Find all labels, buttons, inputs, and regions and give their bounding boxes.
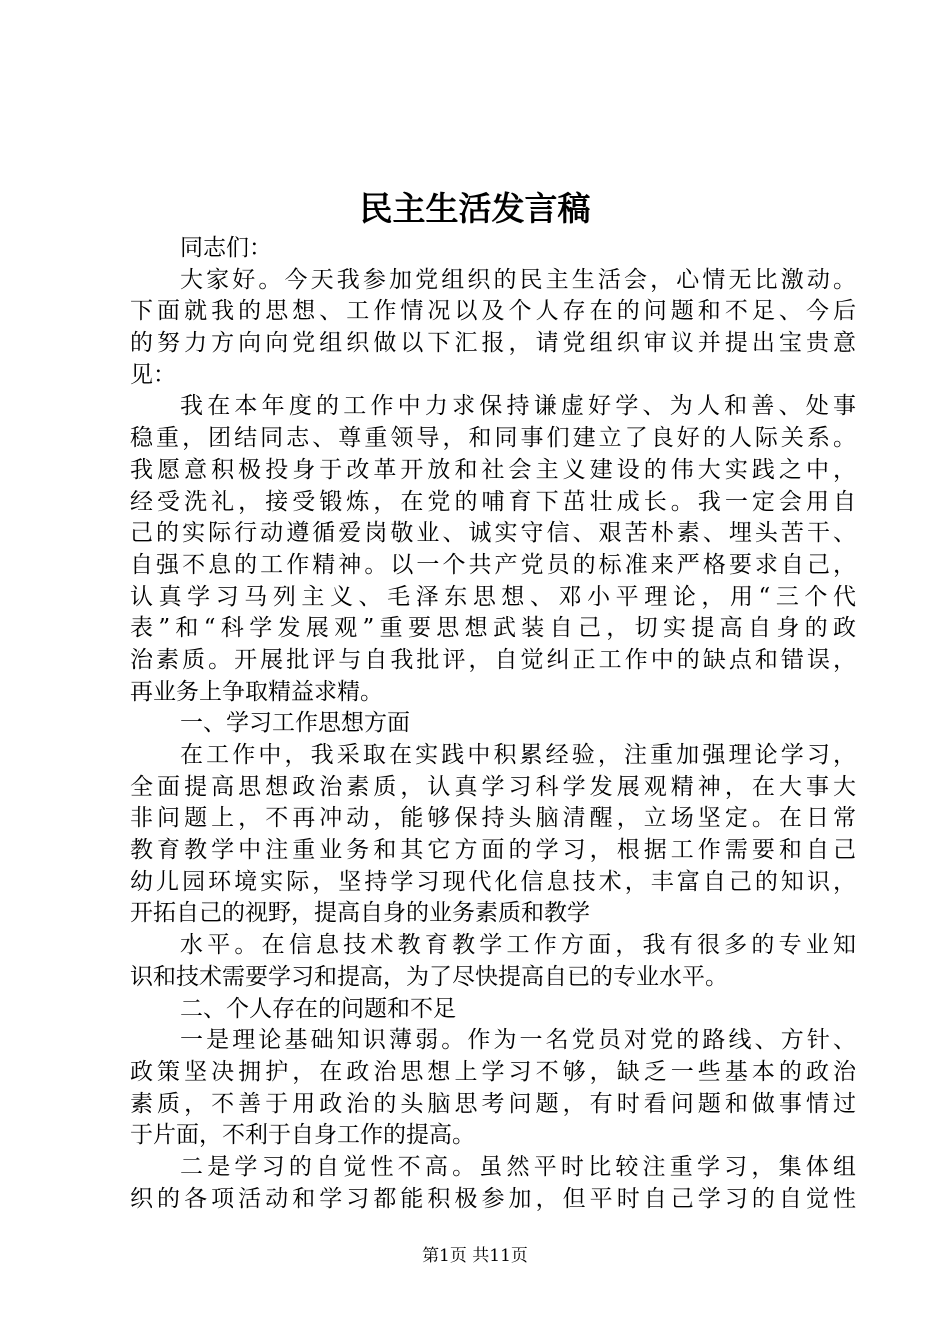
text-line: 大家好。今天我参加党组织的民主生活会，心情无比激动。 bbox=[180, 266, 856, 293]
text-line: 我在本年度的工作中力求保持谦虚好学、为人和善、处事 bbox=[180, 393, 856, 420]
text-line: 自强不息的工作精神。以一个共产党员的标准来严格要求自己， bbox=[130, 551, 856, 578]
text-line: 二、个人存在的问题和不足 bbox=[180, 995, 456, 1022]
text-line: 一是理论基础知识薄弱。作为一名党员对党的路线、方针、 bbox=[180, 1027, 856, 1054]
text-line: 认真学习马列主义、毛泽东思想、邓小平理论，用“三个代 bbox=[130, 583, 856, 610]
text-line: 织的各项活动和学习都能积极参加，但平时自己学习的自觉性 bbox=[130, 1185, 856, 1212]
text-line: 开拓自己的视野，提高自身的业务素质和教学 bbox=[130, 900, 590, 927]
text-line: 水平。在信息技术教育教学工作方面，我有很多的专业知 bbox=[180, 932, 856, 959]
text-line: 我愿意积极投身于改革开放和社会主义建设的伟大实践之中， bbox=[130, 456, 856, 483]
text-line: 于片面，不利于自身工作的提高。 bbox=[130, 1122, 475, 1149]
page-footer: 第1页 共11页 bbox=[422, 1246, 528, 1266]
text-line: 政策坚决拥护，在政治思想上学习不够，缺乏一些基本的政治 bbox=[130, 1058, 856, 1085]
text-line: 下面就我的思想、工作情况以及个人存在的问题和不足、今后 bbox=[130, 298, 856, 325]
document-body bbox=[130, 233, 856, 1215]
text-line: 再业务上争取精益求精。 bbox=[130, 678, 383, 705]
text-line: 幼儿园环境实际，坚持学习现代化信息技术，丰富自己的知识， bbox=[130, 868, 856, 895]
text-line: 己的实际行动遵循爱岗敬业、诚实守信、艰苦朴素、埋头苦干、 bbox=[130, 520, 856, 547]
text-line: 的努力方向向党组织做以下汇报，请党组织审议并提出宝贵意 bbox=[130, 330, 856, 357]
text-line: 同志们： bbox=[180, 235, 272, 261]
text-line: 教育教学中注重业务和其它方面的学习，根据工作需要和自己 bbox=[130, 837, 856, 864]
text-line: 一、学习工作思想方面 bbox=[180, 710, 410, 737]
document-title: 民主生活发言稿 bbox=[359, 189, 591, 228]
text-line: 经受洗礼，接受锻炼，在党的哺育下茁壮成长。我一定会用自 bbox=[130, 488, 856, 515]
text-line: 稳重，团结同志、尊重领导，和同事们建立了良好的人际关系。 bbox=[130, 425, 856, 452]
text-line: 素质，不善于用政治的头脑思考问题，有时看问题和做事情过 bbox=[130, 1090, 856, 1117]
text-line: 见： bbox=[130, 361, 176, 388]
text-line: 全面提高思想政治素质，认真学习科学发展观精神，在大事大 bbox=[130, 773, 856, 800]
text-line: 表”和“科学发展观”重要思想武装自己，切实提高自身的政 bbox=[130, 615, 856, 642]
text-line: 非问题上，不再冲动，能够保持头脑清醒，立场坚定。在日常 bbox=[130, 805, 856, 832]
text-line: 治素质。开展批评与自我批评，自觉纠正工作中的缺点和错误， bbox=[130, 646, 856, 673]
text-line: 在工作中，我采取在实践中积累经验，注重加强理论学习， bbox=[180, 742, 856, 768]
text-line: 二是学习的自觉性不高。虽然平时比较注重学习，集体组 bbox=[180, 1153, 856, 1180]
text-line: 识和技术需要学习和提高，为了尽快提高自已的专业水平。 bbox=[130, 963, 728, 990]
